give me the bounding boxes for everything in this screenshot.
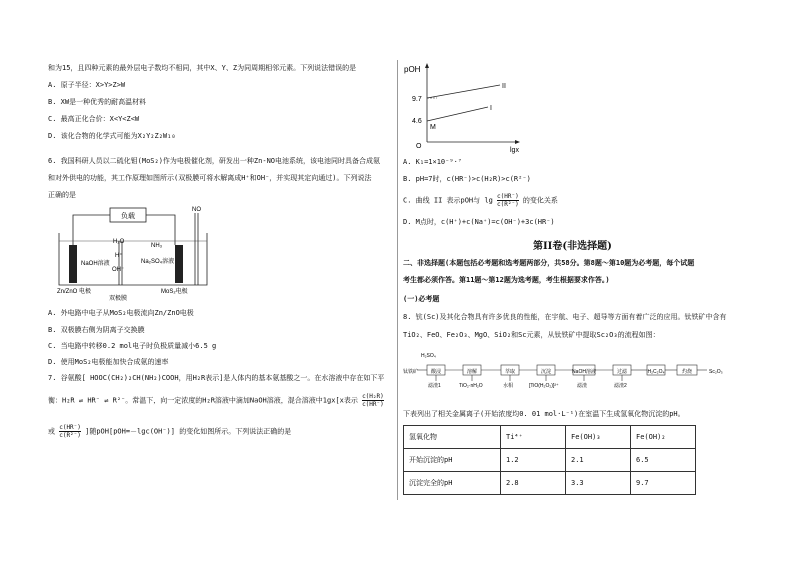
q7-stem-line1: 7. 谷氨酸[ HOOC(CH₂)₂CH(NH₂)COOH，用H₂R表示]是人体内的基本氨基酸之一。在水溶液中存在如下平 <box>48 374 385 382</box>
q6-option-b: B. 双极膜右侧为阴离子交换膜 <box>48 326 145 334</box>
flow-acid: H₂SO₄ <box>421 353 436 359</box>
q7-option-c <box>403 193 558 208</box>
flow-residue5: 滤渣 <box>577 383 588 389</box>
origin-label: O <box>416 143 422 150</box>
q5-option-d: D. 该化合物的化学式可能为X₂Y₂Z₂W₁₀ <box>48 132 176 140</box>
section2-intro-line1: 二、非选择题(本题包括必考题和选考题两部分，共58分。第8题～第10题为必考题，每个试题 <box>403 259 695 267</box>
q7-stem-line3 <box>48 424 291 439</box>
flow-box8: H₂C₂O₄ <box>647 369 665 375</box>
equilibrium-arrow-icon: ⇌ <box>78 396 84 405</box>
q7-hr: HR⁻ <box>87 396 100 405</box>
flow-ore: 钛铁矿 <box>403 369 419 375</box>
tick-4-6: 4.6 <box>412 118 422 125</box>
ohminus-label: OH⁻ <box>112 267 125 273</box>
no-label: NO <box>192 207 201 213</box>
flow-box2: 溶解 <box>466 369 478 375</box>
q7-option-a: A. K₁=1×10⁻⁹·⁷ <box>403 158 463 166</box>
q8-stem-line2: TiO₂、FeO、Fe₂O₃、MgO、SiO₂和Sc元素，从钛铁矿中提取Sc₂O₃的流程如图： <box>403 331 660 339</box>
fraction-hr-r2: $\frac{c(HR^-)}{\text{c(R²⁻)}}$ <box>497 193 519 208</box>
table-caption: 下表列出了相关金属离子(开始浓度均0. 01 mol·L⁻¹)在室温下生成氢氧化物沉淀的pH。 <box>403 410 685 418</box>
flow-box4: 沉淀 <box>540 369 552 375</box>
q7-option-c-tail: 的变化关系 <box>522 196 558 205</box>
q5-option-b: B. XW是一种优秀的耐高温材料 <box>48 98 147 106</box>
flow-residue1: 滤渣1 <box>428 383 441 389</box>
bipolar-membrane-label: 双极膜 <box>109 296 128 302</box>
equilibrium-arrow-icon: ⇌ <box>104 396 109 405</box>
nh3-label: NH₃ <box>151 243 163 249</box>
line-i-label: I <box>490 105 492 112</box>
q7-stem-text: R²⁻。常温下，向一定浓度的H₂R溶液中滴加NaOH溶液，混合溶液中1gx[x表示 <box>112 396 358 405</box>
sc-extraction-flowchart <box>403 345 733 393</box>
hplus-label: H⁺ <box>115 253 123 259</box>
table-row <box>404 472 696 495</box>
q8-stem-line1: 8. 钪(Sc)及其化合物具有许多优良的性能，在宇航、电子、超导等方面有着广泛的应用。钛铁矿中含有 <box>403 313 727 321</box>
table-header-cell: Fe(OH)₂ <box>631 426 696 449</box>
table-cell: 2.8 <box>501 472 566 495</box>
section-title: 第II卷(非选择题) <box>533 241 612 252</box>
flow-box6: 过滤 <box>616 369 628 375</box>
flow-box1: 酸浸 <box>430 369 442 375</box>
line-ii <box>427 85 500 98</box>
h2o-label: H₂O <box>113 239 125 245</box>
hydroxide-ph-table <box>403 425 696 495</box>
na2so4-label: Na₂SO₄溶液 <box>141 259 175 265</box>
x-axis-label: lgx <box>510 147 519 154</box>
y-axis-label: pOH <box>404 65 421 74</box>
flow-residue3: 水相 <box>503 383 514 389</box>
table-header-row <box>404 426 696 449</box>
tick-9-7: 9.7 <box>412 96 422 103</box>
q6-option-a: A. 外电路中电子从MoS₂电极流向Zn/ZnO电极 <box>48 309 194 317</box>
flow-residue4: [TiO(H₂O₂)]²⁺ <box>529 383 559 389</box>
q6-stem-line3: 正确的是 <box>48 191 76 199</box>
q5-option-c: C. 最高正化合价：X<Y<Z<W <box>48 115 140 123</box>
line-ii-label: II <box>502 83 506 90</box>
line-i <box>427 107 488 121</box>
table-header-cell: 氢氧化物 <box>404 426 501 449</box>
load-label: 负载 <box>121 213 135 220</box>
q6-option-d: D. 使用MoS₂电极能加快合成氨的速率 <box>48 358 169 366</box>
zn-electrode-label: Zn/ZnO 电极 <box>57 289 92 295</box>
q7-stem-line2 <box>48 393 384 408</box>
fraction-hr-r2: $\frac{c(HR^-)}{\text{c(R²⁻)}}$ <box>59 424 81 439</box>
naoh-solution-label: NaOH溶液 <box>81 261 110 267</box>
flow-product: Sc₂O₃ <box>709 369 723 375</box>
q5-stem-tail: 和为15，且四种元素的最外层电子数均不相同，其中X、Y、Z为同周期相邻元素。下列说法错误的是 <box>48 64 357 72</box>
table-cell: 9.7 <box>631 472 696 495</box>
q6-stem-line2: 和对外供电的功能，其工作原理如图所示(双极膜可将水解离成H⁺和OH⁻，并实现其定向通过)。下列说法 <box>48 174 372 182</box>
q7-or: 或 <box>48 427 55 436</box>
q7-option-b: B. pH=7时，c(HR⁻)>c(H₂R)>c(R²⁻) <box>403 175 531 183</box>
flow-box5: NaOH溶液 <box>572 369 596 375</box>
column-divider <box>397 60 398 500</box>
q7-h2r: 衡：H₂R <box>48 396 75 405</box>
q6-option-c: C. 当电路中转移0.2 mol电子时负极质量减小6.5 g <box>48 342 217 350</box>
fraction-h2r-hr: $\frac{\text{c(H₂R)}}{c(HR^-)}$ <box>362 393 384 408</box>
zn-no-battery-diagram <box>55 203 220 303</box>
q7-option-c-text: C. 曲线 II 表示pOH与 lg <box>403 196 493 205</box>
table-cell: 沉淀完全的pH <box>404 472 501 495</box>
flow-residue6: 滤渣2 <box>614 383 627 389</box>
flow-residue2: TiO₂·nH₂O <box>459 383 483 389</box>
poh-lgx-graph <box>402 60 522 155</box>
table-row <box>404 449 696 472</box>
section2-intro-line2: 考生都必须作答。第11题～第12题为选考题，考生根据要求作答。) <box>403 276 610 284</box>
flow-box3: 萃取 <box>504 369 516 375</box>
table-header-cell: Fe(OH)₃ <box>566 426 631 449</box>
q7-stem-tail: ]随pOH[pOH=－lgc(OH⁻)] 的变化如图所示。下列说法正确的是 <box>85 427 292 436</box>
mos2-electrode-label: MoS₂电极 <box>161 289 188 295</box>
q5-option-a: A. 原子半径：X>Y>Z>W <box>48 81 126 89</box>
table-cell: 6.5 <box>631 449 696 472</box>
table-cell: 3.3 <box>566 472 631 495</box>
table-cell: 2.1 <box>566 449 631 472</box>
q7-option-d: D. M点时，c(H⁺)+c(Na⁺)=c(OH⁻)+3c(HR⁻) <box>403 218 555 226</box>
point-m-label: M <box>430 124 436 131</box>
table-header-cell: Ti⁴⁺ <box>501 426 566 449</box>
flow-box9: 灼烧 <box>681 369 693 375</box>
table-cell: 1.2 <box>501 449 566 472</box>
section2-subtitle: (一)必考题 <box>403 295 440 303</box>
q6-stem-line1: 6. 我国科研人员以二硫化钼(MoS₂)作为电极催化剂，研发出一种Zn-NO电池系统，该电池同时具备合成氨 <box>48 157 380 165</box>
table-cell: 开始沉淀的pH <box>404 449 501 472</box>
